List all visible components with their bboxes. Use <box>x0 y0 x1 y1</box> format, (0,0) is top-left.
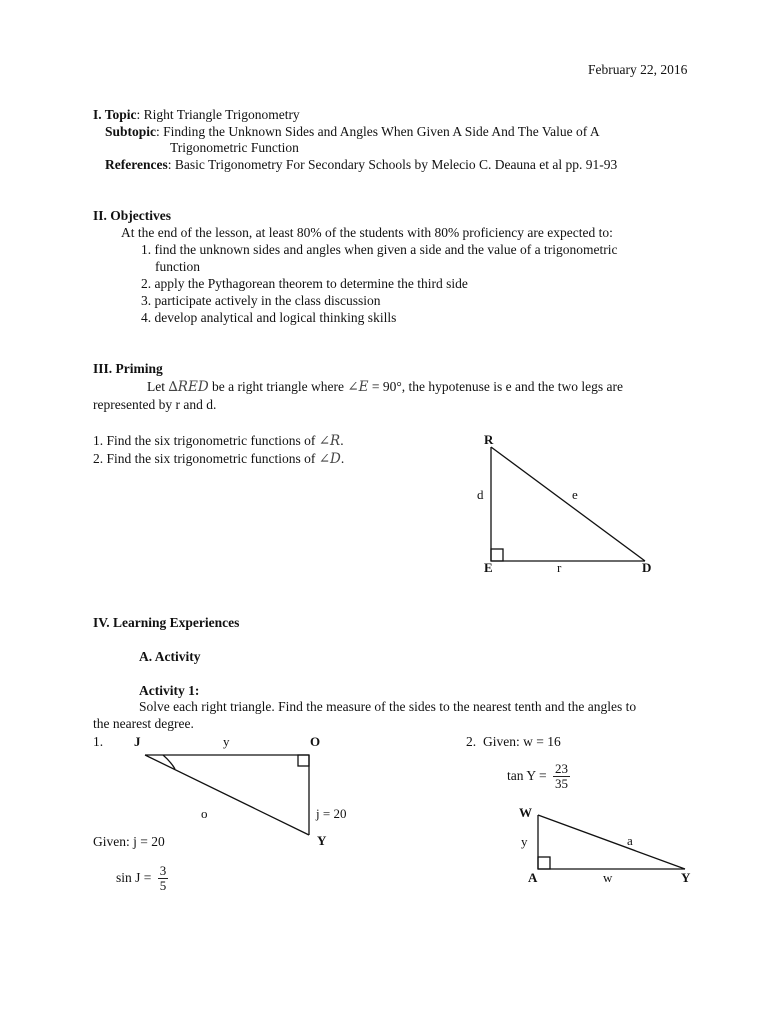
objective-item-4: 4. develop analytical and logical thinking skills <box>141 310 397 325</box>
side-o-line <box>145 755 309 835</box>
tan-y-fraction <box>553 762 570 791</box>
subtopic-label: Subtopic <box>105 124 157 139</box>
triangle-way-figure <box>538 815 685 869</box>
side-y2-label: y <box>521 834 528 849</box>
side-e-line <box>491 447 645 561</box>
tan-y-numerator: 23 <box>554 761 568 777</box>
side-d-label: d <box>477 487 484 502</box>
activity-1-heading: Activity 1: <box>139 683 200 698</box>
side-w-label: w <box>603 870 613 885</box>
learning-heading: IV. Learning Experiences <box>93 615 240 630</box>
date: February 22, 2016 <box>588 62 688 77</box>
problem-1-given: Given: j = 20 <box>93 834 165 849</box>
objective-item-2: 2. apply the Pythagorean theorem to determine the third side <box>141 276 468 291</box>
subtopic-line-2: Trigonometric Function <box>170 140 299 155</box>
vertex-w-label: W <box>519 805 532 820</box>
side-a-line <box>538 815 685 869</box>
right-angle-marker-a <box>538 857 550 869</box>
q1-text: 1. Find the six trigonometric functions of <box>93 433 316 448</box>
activity-heading: A. Activity <box>139 649 201 664</box>
instructions-line-1: Solve each right triangle. Find the measure of the sides to the nearest tenth and the angles to <box>139 699 637 714</box>
objective-item-1: 1. find the unknown sides and angles when given a side and the value of a trigonometric <box>141 242 618 257</box>
angle-e-symbol: ∠E <box>347 379 369 395</box>
tan-y-label: tan Y = <box>507 768 547 783</box>
instructions-line-2: the nearest degree. <box>93 716 194 731</box>
side-o-label: o <box>201 806 208 821</box>
angle-e-text: = 90°, the hypotenuse is e and the two legs are <box>371 379 623 394</box>
problem-2-number: 2. <box>466 734 477 749</box>
objectives-intro: At the end of the lesson, at least 80% of the students with 80% proficiency are expected to: <box>121 225 613 240</box>
priming-heading: III. Priming <box>93 361 163 376</box>
angle-d-symbol: ∠D <box>318 451 341 467</box>
topic-value: : Right Triangle Trigonometry <box>136 107 300 122</box>
objectives-heading: II. Objectives <box>93 208 171 223</box>
tan-y-expression <box>507 760 570 792</box>
vertex-j-label: J <box>134 734 141 749</box>
side-r-label: r <box>557 560 562 575</box>
triangle-joy-figure <box>145 755 309 835</box>
vertex-o-label: O <box>310 734 321 749</box>
let-word: Let <box>147 379 165 394</box>
right-angle-marker-e <box>491 549 503 561</box>
side-a-label: a <box>627 833 633 848</box>
subtopic-value: : Finding the Unknown Sides and Angles When Given A Side And The Value of A <box>156 124 600 139</box>
vertex-d-label: D <box>642 560 652 575</box>
sin-j-label: sin J = <box>116 870 152 885</box>
vertex-e-label: E <box>484 560 493 575</box>
q2-period: . <box>340 451 345 466</box>
vertex-a-label: A <box>528 870 538 885</box>
sin-j-denominator: 5 <box>159 878 167 894</box>
angle-r-symbol: ∠R <box>318 433 341 449</box>
sin-j-expression <box>116 862 168 894</box>
right-angle-marker-o <box>298 755 309 766</box>
topic-label: I. Topic <box>93 107 137 122</box>
sin-j-fraction <box>158 864 169 893</box>
q1-period: . <box>340 433 344 448</box>
sin-j-numerator: 3 <box>159 863 167 879</box>
references-label: References <box>105 157 168 172</box>
vertex-r-label: R <box>484 432 494 447</box>
vertex-y2-label: Y <box>681 870 691 885</box>
be-right-text: be a right triangle where <box>212 379 344 394</box>
side-y-label: y <box>223 734 230 749</box>
references-value: : Basic Trigonometry For Secondary Schools by Melecio C. Deauna et al pp. 91-93 <box>167 157 618 172</box>
objective-item-3: 3. participate actively in the class discussion <box>141 293 381 308</box>
objective-item-1-cont: function <box>155 259 200 274</box>
side-e-label: e <box>572 487 578 502</box>
problem-1-number: 1. <box>93 734 104 749</box>
priming-line-2: represented by r and d. <box>93 397 217 412</box>
vertex-y-label: Y <box>317 833 327 848</box>
q2-text: 2. Find the six trigonometric functions of <box>93 451 316 466</box>
triangle-red-symbol: ∆RED <box>168 379 209 395</box>
problem-2-given: Given: w = 16 <box>483 734 561 749</box>
side-j-label: j = 20 <box>316 806 347 821</box>
tan-y-denominator: 35 <box>554 776 568 792</box>
triangle-red-figure <box>491 447 645 561</box>
